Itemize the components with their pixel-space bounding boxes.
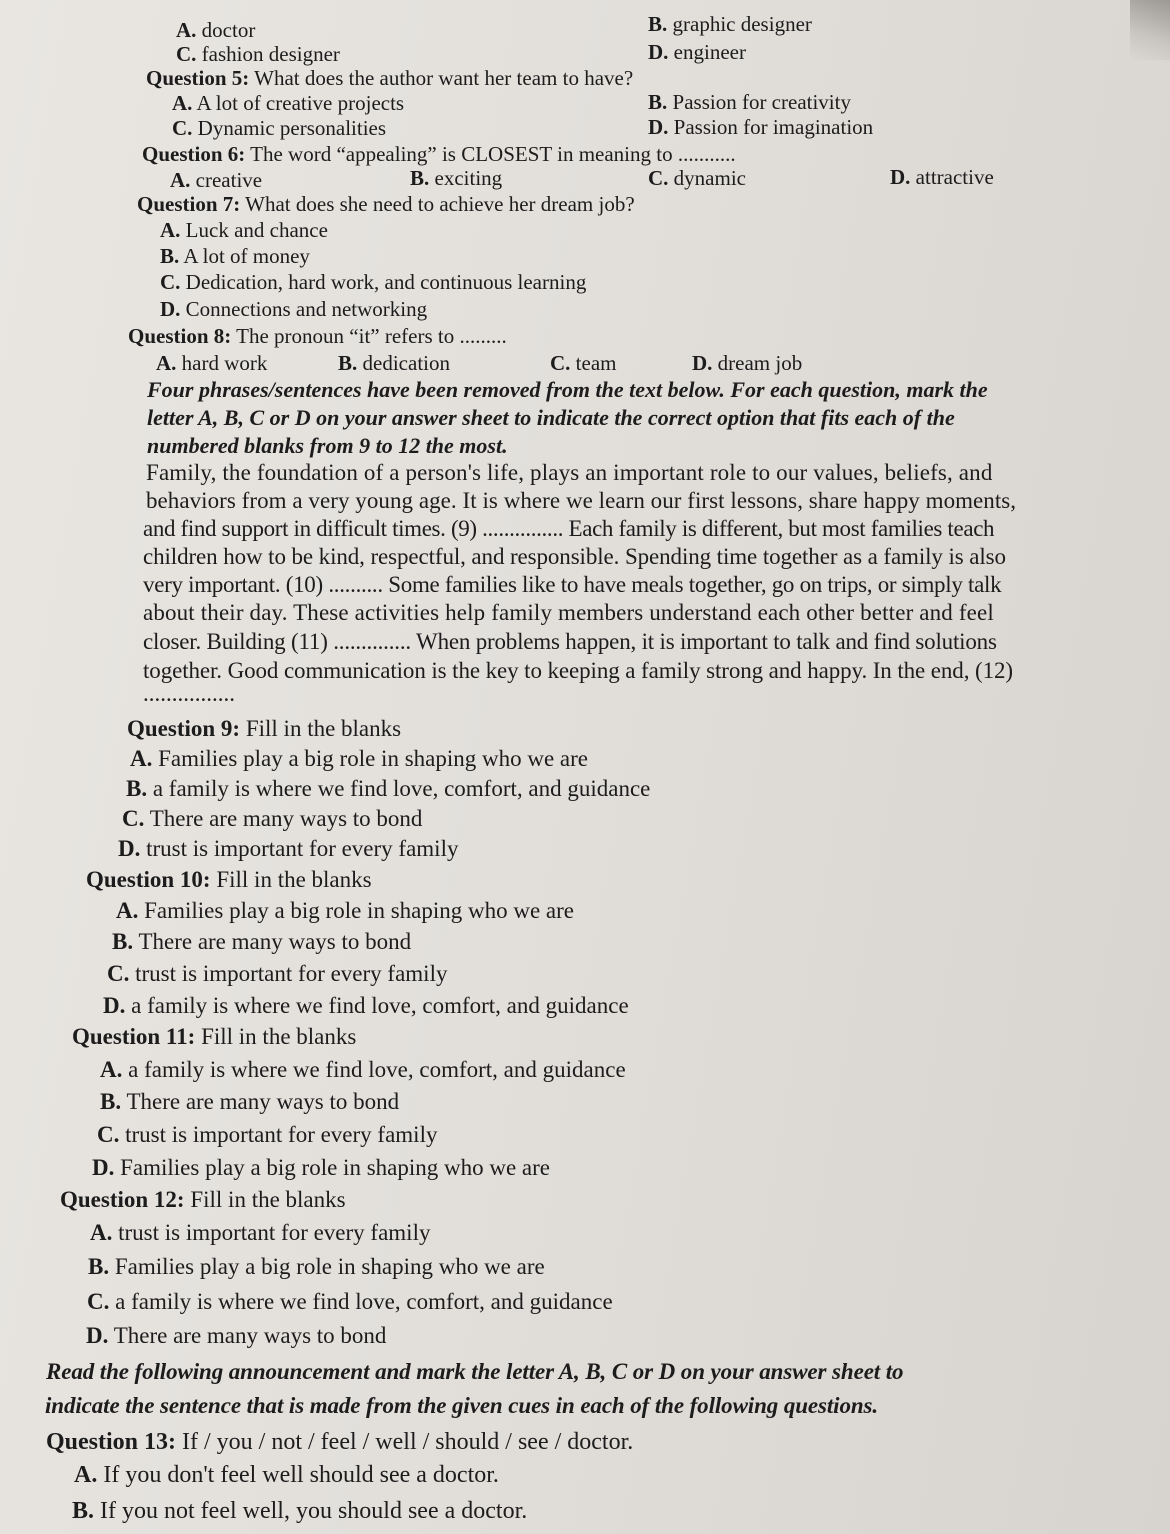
q6-option-a xyxy=(170,167,262,193)
option-label: C. xyxy=(172,116,193,140)
q4-option-a xyxy=(176,17,255,43)
option-label: A. xyxy=(172,91,193,115)
option-text: Families play a big role in shaping who we are xyxy=(120,1155,550,1180)
q13-option-a xyxy=(74,1461,499,1489)
instruction-line: indicate the sentence that is made from the given cues in each of the following questions. xyxy=(45,1393,879,1418)
option-label: B. xyxy=(100,1089,122,1114)
option-text: Luck and chance xyxy=(185,218,328,242)
q5-option-a xyxy=(172,90,404,116)
q8-option-c xyxy=(550,350,616,376)
question-text: Fill in the blanks xyxy=(201,1024,357,1049)
q6-option-d xyxy=(890,164,994,190)
q11-option-c xyxy=(97,1121,437,1149)
option-text: Dedication, hard work, and continuous learning xyxy=(185,270,587,294)
option-label: C. xyxy=(550,351,571,375)
option-label: D. xyxy=(648,115,669,139)
option-text: doctor xyxy=(201,18,256,42)
option-text: a family is where we find love, comfort, and guidance xyxy=(131,993,629,1018)
option-text: Passion for creativity xyxy=(672,90,851,114)
question-12 xyxy=(60,1186,346,1214)
q12-option-d xyxy=(86,1322,386,1350)
question-5 xyxy=(146,65,633,91)
question-7 xyxy=(137,191,635,217)
instruction-line: Four phrases/sentences have been removed from the text below. For each question, mark the xyxy=(147,377,988,402)
option-text: Families play a big role in shaping who we are xyxy=(114,1254,545,1279)
passage-line: together. Good communication is the key to keeping a family strong and happy. In the end, (12) xyxy=(143,658,1013,683)
q9-option-b xyxy=(126,775,650,803)
option-text: Families play a big role in shaping who we are xyxy=(144,898,574,923)
question-label: Question 12: xyxy=(60,1187,185,1212)
option-label: B. xyxy=(72,1498,95,1524)
question-label: Question 13: xyxy=(46,1429,177,1455)
option-text: There are many ways to bond xyxy=(113,1323,387,1348)
question-text: The pronoun “it” refers to ......... xyxy=(236,324,507,348)
option-label: A. xyxy=(100,1057,123,1082)
page-corner-shadow xyxy=(1130,0,1170,60)
option-text: creative xyxy=(195,168,263,192)
question-13 xyxy=(46,1428,633,1456)
option-label: A. xyxy=(160,218,181,242)
option-text: dynamic xyxy=(673,166,746,190)
option-text: If you don't feel well should see a doctor. xyxy=(103,1462,499,1488)
passage-line: children how to be kind, respectful, and responsible. Spending time together as a family is also xyxy=(143,544,1006,569)
q11-option-a xyxy=(100,1056,626,1084)
question-9 xyxy=(127,715,401,743)
option-text: hard work xyxy=(181,351,268,375)
option-text: dream job xyxy=(717,351,803,375)
question-6 xyxy=(142,141,736,167)
option-label: A. xyxy=(156,351,177,375)
passage-line: very important. (10) .......... Some families like to have meals together, go on trips, or simply talk xyxy=(143,572,1002,597)
question-text: What does the author want her team to have? xyxy=(254,66,634,90)
option-label: B. xyxy=(410,166,430,190)
option-text: If you not feel well, you should see a doctor. xyxy=(100,1498,528,1524)
q8-option-a xyxy=(156,350,267,376)
option-text: engineer xyxy=(673,40,746,64)
q8-option-b xyxy=(338,350,450,376)
option-text: There are many ways to bond xyxy=(126,1089,400,1114)
q13-option-b xyxy=(72,1497,527,1525)
option-label: D. xyxy=(86,1323,109,1348)
option-label: A. xyxy=(176,18,197,42)
option-text: a family is where we find love, comfort, and guidance xyxy=(152,776,651,801)
option-label: A. xyxy=(130,746,153,771)
question-label: Question 9: xyxy=(127,716,241,741)
option-label: C. xyxy=(648,166,669,190)
option-label: A. xyxy=(74,1462,98,1488)
question-text: What does she need to achieve her dream job? xyxy=(245,192,635,216)
option-label: D. xyxy=(118,836,141,861)
q5-option-c xyxy=(172,115,386,141)
question-label: Question 6: xyxy=(142,142,246,166)
option-text: trust is important for every family xyxy=(135,961,448,986)
q12-option-c xyxy=(87,1288,613,1316)
passage-line: Family, the foundation of a person's life, plays an important role to our values, beliefs, and xyxy=(146,460,993,485)
option-text: dedication xyxy=(362,351,450,375)
option-label: B. xyxy=(160,244,180,268)
question-label: Question 11: xyxy=(72,1024,196,1049)
q10-option-d xyxy=(103,992,629,1020)
option-label: D. xyxy=(160,297,181,321)
question-text: Fill in the blanks xyxy=(216,867,372,892)
option-label: A. xyxy=(116,898,139,923)
q12-option-b xyxy=(88,1253,545,1281)
option-label: C. xyxy=(107,961,130,986)
q10-option-a xyxy=(116,897,574,925)
option-label: D. xyxy=(692,351,713,375)
q6-option-c xyxy=(648,165,746,191)
q7-option-d xyxy=(160,296,427,322)
q8-option-d xyxy=(692,350,802,376)
option-text: A lot of creative projects xyxy=(196,91,405,115)
q7-option-a xyxy=(160,217,328,243)
option-text: There are many ways to bond xyxy=(149,806,423,831)
instruction-line: Read the following announcement and mark the letter A, B, C or D on your answer sheet to xyxy=(46,1359,904,1384)
option-label: C. xyxy=(87,1289,110,1314)
option-text: trust is important for every family xyxy=(118,1220,431,1245)
option-text: Dynamic personalities xyxy=(197,116,387,140)
question-label: Question 8: xyxy=(128,324,232,348)
option-label: C. xyxy=(160,270,181,294)
option-text: trust is important for every family xyxy=(125,1122,438,1147)
passage-line: and find support in difficult times. (9) ............... Each family is different, but most families teach xyxy=(143,516,995,541)
option-label: D. xyxy=(92,1155,115,1180)
option-text: Passion for imagination xyxy=(673,115,874,139)
option-label: B. xyxy=(112,929,134,954)
option-label: A. xyxy=(170,168,191,192)
instruction-line: letter A, B, C or D on your answer sheet to indicate the correct option that fits each of the xyxy=(147,405,955,430)
q11-option-d xyxy=(92,1154,550,1182)
option-label: C. xyxy=(97,1122,120,1147)
option-label: B. xyxy=(648,12,668,36)
passage-blank-12: ................ xyxy=(143,681,235,706)
q4-option-d xyxy=(648,39,746,65)
option-text: fashion designer xyxy=(201,42,340,66)
question-text: If / you / not / feel / well / should / see / doctor. xyxy=(182,1429,634,1455)
question-label: Question 10: xyxy=(86,867,211,892)
q9-option-d xyxy=(118,835,458,863)
question-8 xyxy=(128,323,507,349)
q4-option-c xyxy=(176,41,340,67)
q11-option-b xyxy=(100,1088,399,1116)
option-label: B. xyxy=(126,776,148,801)
option-label: D. xyxy=(890,165,911,189)
passage-line: about their day. These activities help family members understand each other better and feel xyxy=(143,600,994,625)
passage-line: behaviors from a very young age. It is where we learn our first lessons, share happy moments, xyxy=(146,488,1017,513)
question-text: Fill in the blanks xyxy=(190,1187,346,1212)
question-11 xyxy=(72,1023,356,1051)
q9-option-a xyxy=(130,745,588,773)
q12-option-a xyxy=(90,1219,430,1247)
option-text: There are many ways to bond xyxy=(138,929,412,954)
q10-option-c xyxy=(107,960,447,988)
option-label: D. xyxy=(103,993,126,1018)
q7-option-c xyxy=(160,269,586,295)
q6-option-b xyxy=(410,165,502,191)
question-text: The word “appealing” is CLOSEST in meaning to ........... xyxy=(250,142,736,166)
option-text: team xyxy=(575,351,617,375)
q5-option-b xyxy=(648,89,851,115)
option-text: A lot of money xyxy=(183,244,310,268)
option-text: a family is where we find love, comfort, and guidance xyxy=(128,1057,626,1082)
q7-option-b xyxy=(160,243,310,269)
option-text: exciting xyxy=(434,166,503,190)
option-label: B. xyxy=(648,90,668,114)
option-label: C. xyxy=(122,806,145,831)
option-label: B. xyxy=(88,1254,110,1279)
option-label: D. xyxy=(648,40,669,64)
question-label: Question 5: xyxy=(146,66,250,90)
option-text: a family is where we find love, comfort, and guidance xyxy=(115,1289,613,1314)
option-text: attractive xyxy=(915,165,994,189)
q10-option-b xyxy=(112,928,411,956)
option-label: B. xyxy=(338,351,358,375)
option-text: trust is important for every family xyxy=(146,836,459,861)
option-text: Families play a big role in shaping who we are xyxy=(158,746,588,771)
option-label: A. xyxy=(90,1220,113,1245)
option-text: Connections and networking xyxy=(185,297,428,321)
option-text: graphic designer xyxy=(672,12,812,36)
passage-line: closer. Building (11) .............. When problems happen, it is important to talk and find solutions xyxy=(143,629,997,654)
q9-option-c xyxy=(122,805,422,833)
question-label: Question 7: xyxy=(137,192,241,216)
question-text: Fill in the blanks xyxy=(245,716,402,741)
q5-option-d xyxy=(648,114,873,140)
question-10 xyxy=(86,866,372,894)
instruction-line: numbered blanks from 9 to 12 the most. xyxy=(147,433,508,458)
q4-option-b xyxy=(648,11,812,37)
option-label: C. xyxy=(176,42,197,66)
